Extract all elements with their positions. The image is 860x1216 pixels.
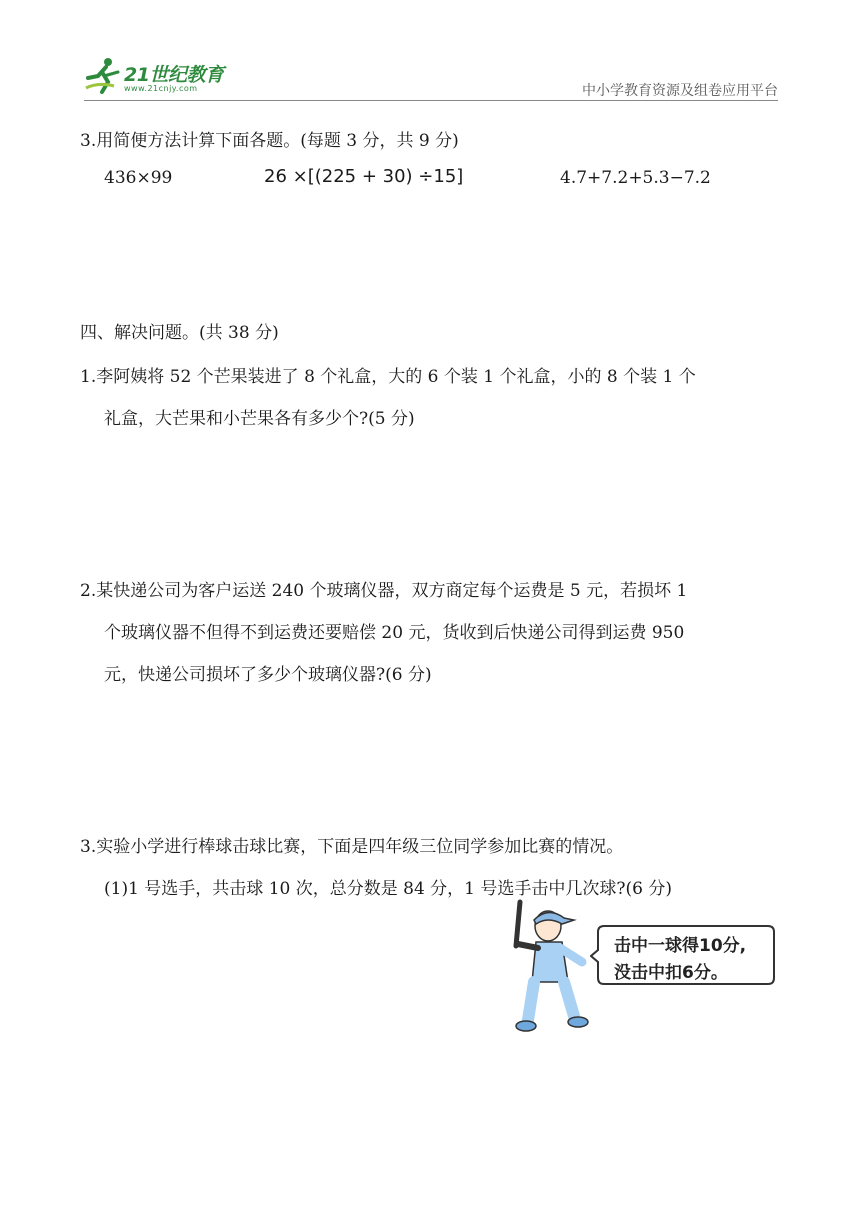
question-1-line-1: 1.李阿姨将 52 个芒果装进了 8 个礼盒，大的 6 个装 1 个礼盒，小的 8 个装 1 个 xyxy=(80,367,696,387)
section3-title: 3.用简便方法计算下面各题。(每题 3 分，共 9 分) xyxy=(80,131,459,151)
runner-logo-icon xyxy=(84,56,124,96)
question-3-line-1: 3.实验小学进行棒球击球比赛，下面是四年级三位同学参加比赛的情况。 xyxy=(80,837,624,857)
expression-2: 26 ×[(225 + 30) ÷15] xyxy=(264,166,464,187)
section4-title: 四、解决问题。(共 38 分) xyxy=(80,323,279,343)
question-2-line-2: 个玻璃仪器不但得不到运费还要赔偿 20 元，货收到后快递公司得到运费 950 xyxy=(104,623,685,643)
bubble-text-line-1: 击中一球得10分, xyxy=(614,936,747,956)
header-divider xyxy=(84,100,778,101)
question-3-sub-1: (1)1 号选手，共击球 10 次，总分数是 84 分，1 号选手击中几次球?(6 分) xyxy=(104,879,672,899)
page-header xyxy=(0,0,860,110)
platform-label: 中小学教育资源及组卷应用平台 xyxy=(582,83,778,99)
logo-name: 21世纪教育 xyxy=(124,64,224,86)
logo-url: www.21cnjy.com xyxy=(124,84,198,93)
expression-1: 436×99 xyxy=(104,168,173,188)
expression-3: 4.7+7.2+5.3−7.2 xyxy=(560,168,711,188)
bubble-text-line-2: 没击中扣6分。 xyxy=(614,963,728,983)
question-1-line-2: 礼盒，大芒果和小芒果各有多少个?(5 分) xyxy=(104,409,415,429)
site-logo xyxy=(84,56,244,100)
question-2-line-1: 2.某快递公司为客户运送 240 个玻璃仪器，双方商定每个运费是 5 元，若损坏 1 xyxy=(80,581,688,601)
question-2-line-3: 元，快递公司损坏了多少个玻璃仪器?(6 分) xyxy=(104,665,432,685)
